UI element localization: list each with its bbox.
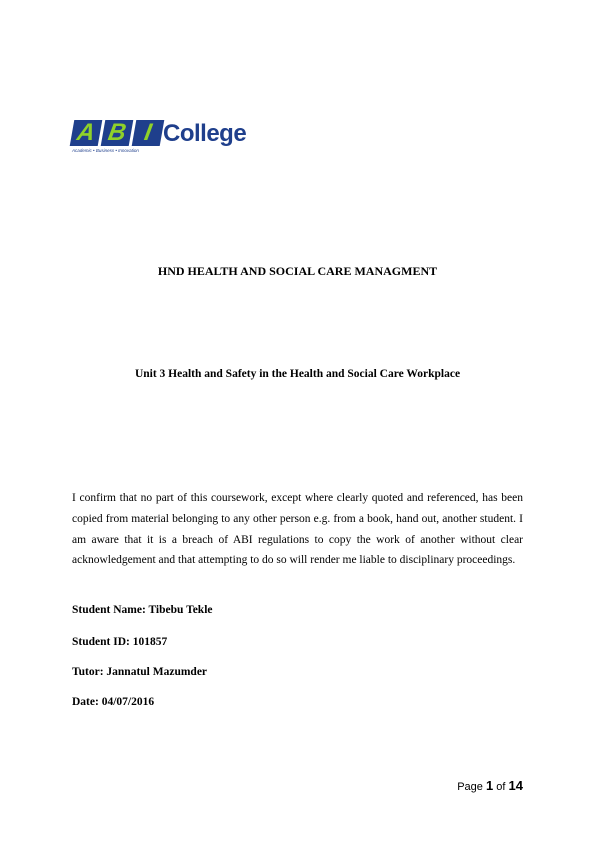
page-label: Page	[457, 781, 483, 793]
logo-tagline: Academic • Business • Innovation	[72, 148, 139, 153]
logo-letter-i: I	[132, 120, 165, 146]
date: Date: 04/07/2016	[72, 696, 155, 708]
page-number-footer	[457, 778, 523, 793]
total-page-count: 14	[508, 778, 523, 793]
logo-word: College	[163, 120, 247, 147]
logo-letter-b: B	[101, 120, 134, 146]
abi-college-logo	[72, 119, 247, 156]
document-title: HND HEALTH AND SOCIAL CARE MANAGMENT	[157, 264, 438, 278]
student-name: Student Name: Tibebu Tekle	[72, 604, 213, 616]
declaration-paragraph: I confirm that no part of this coursework, except where clearly quoted and referenced, has been copied from material belonging to any other person e.g. from a book, hand out, another student. I am aware that it is a breach of ABI regulations to copy the work of another without clear acknowledgement and that attempting to do so will render me liable to disciplinary proceedings.	[72, 492, 523, 567]
student-id: Student ID: 101857	[72, 636, 168, 648]
unit-heading: Unit 3 Health and Safety in the Health and Social Care Workplace	[134, 368, 461, 380]
logo-letter-a: A	[70, 120, 103, 146]
of-label: of	[496, 781, 506, 793]
current-page-number: 1	[485, 778, 494, 793]
logo-letters	[72, 120, 162, 146]
tutor: Tutor: Jannatul Mazumder	[72, 666, 208, 678]
